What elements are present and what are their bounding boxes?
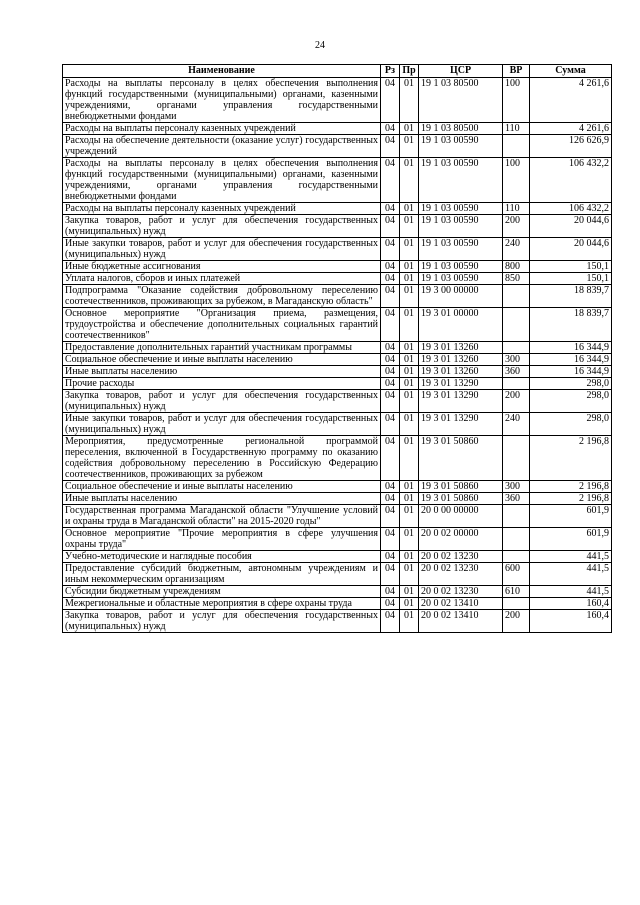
cell-csr: 19 1 03 00590 [419, 158, 503, 203]
cell-csr: 19 3 01 50860 [419, 436, 503, 481]
cell-pr: 01 [400, 493, 419, 505]
cell-vr [503, 528, 530, 551]
cell-vr: 850 [503, 273, 530, 285]
cell-pr: 01 [400, 481, 419, 493]
cell-sum: 16 344,9 [530, 342, 612, 354]
cell-csr: 19 3 01 00000 [419, 308, 503, 342]
cell-vr: 800 [503, 261, 530, 273]
cell-name: Социальное обеспечение и иные выплаты населению [63, 354, 381, 366]
cell-rz: 04 [381, 436, 400, 481]
cell-rz: 04 [381, 598, 400, 610]
cell-name: Расходы на выплаты персоналу в целях обеспечения выполнения функций государственными (муниципальными) органами, казенными учреждениями, органами управления государственными внебюджетными фондами [63, 158, 381, 203]
cell-name: Иные закупки товаров, работ и услуг для обеспечения государственных (муниципальных) нужд [63, 238, 381, 261]
table-row [63, 366, 612, 378]
cell-sum: 16 344,9 [530, 354, 612, 366]
header-csr: ЦСР [419, 65, 503, 78]
cell-csr: 20 0 02 13230 [419, 563, 503, 586]
cell-sum: 601,9 [530, 528, 612, 551]
cell-csr: 20 0 00 00000 [419, 505, 503, 528]
cell-vr [503, 378, 530, 390]
cell-rz: 04 [381, 551, 400, 563]
cell-vr [503, 135, 530, 158]
cell-pr: 01 [400, 78, 419, 123]
table-row [63, 598, 612, 610]
header-name: Наименование [63, 65, 381, 78]
cell-rz: 04 [381, 215, 400, 238]
budget-table [62, 64, 612, 633]
cell-sum: 2 196,8 [530, 436, 612, 481]
table-row [63, 123, 612, 135]
cell-vr [503, 308, 530, 342]
table-row [63, 215, 612, 238]
cell-rz: 04 [381, 135, 400, 158]
cell-vr: 240 [503, 413, 530, 436]
cell-rz: 04 [381, 273, 400, 285]
cell-name: Расходы на выплаты персоналу казенных учреждений [63, 123, 381, 135]
cell-vr: 100 [503, 78, 530, 123]
table-row [63, 551, 612, 563]
cell-name: Предоставление дополнительных гарантий участникам программы [63, 342, 381, 354]
cell-pr: 01 [400, 413, 419, 436]
cell-sum: 160,4 [530, 610, 612, 633]
cell-rz: 04 [381, 308, 400, 342]
cell-pr: 01 [400, 528, 419, 551]
cell-pr: 01 [400, 610, 419, 633]
cell-pr: 01 [400, 354, 419, 366]
cell-rz: 04 [381, 342, 400, 354]
cell-rz: 04 [381, 563, 400, 586]
cell-rz: 04 [381, 285, 400, 308]
cell-sum: 106 432,2 [530, 203, 612, 215]
cell-name: Закупка товаров, работ и услуг для обеспечения государственных (муниципальных) нужд [63, 215, 381, 238]
cell-vr: 300 [503, 481, 530, 493]
cell-vr: 100 [503, 158, 530, 203]
header-vr: ВР [503, 65, 530, 78]
table-row [63, 413, 612, 436]
table-row [63, 158, 612, 203]
table-row [63, 342, 612, 354]
cell-pr: 01 [400, 563, 419, 586]
cell-rz: 04 [381, 610, 400, 633]
table-row [63, 563, 612, 586]
table-body [63, 78, 612, 633]
cell-pr: 01 [400, 586, 419, 598]
cell-pr: 01 [400, 135, 419, 158]
cell-pr: 01 [400, 551, 419, 563]
table-row [63, 203, 612, 215]
cell-sum: 298,0 [530, 378, 612, 390]
cell-csr: 19 1 03 00590 [419, 273, 503, 285]
cell-sum: 2 196,8 [530, 481, 612, 493]
cell-pr: 01 [400, 378, 419, 390]
table-row [63, 378, 612, 390]
cell-rz: 04 [381, 78, 400, 123]
cell-sum: 160,4 [530, 598, 612, 610]
cell-csr: 19 1 03 00590 [419, 135, 503, 158]
cell-rz: 04 [381, 528, 400, 551]
cell-name: Прочие расходы [63, 378, 381, 390]
cell-csr: 19 3 01 13260 [419, 366, 503, 378]
cell-name: Подпрограмма "Оказание содействия добровольному переселению соотечественников, проживающих за рубежом, в Магаданскую область" [63, 285, 381, 308]
cell-sum: 18 839,7 [530, 308, 612, 342]
cell-name: Основное мероприятие "Организация приема, размещения, трудоустройства и обеспечение дополнительных социальных гарантий соотечественников" [63, 308, 381, 342]
cell-sum: 106 432,2 [530, 158, 612, 203]
cell-csr: 19 1 03 00590 [419, 203, 503, 215]
cell-pr: 01 [400, 273, 419, 285]
cell-vr: 240 [503, 238, 530, 261]
cell-rz: 04 [381, 378, 400, 390]
cell-sum: 18 839,7 [530, 285, 612, 308]
cell-rz: 04 [381, 505, 400, 528]
cell-name: Иные выплаты населению [63, 493, 381, 505]
cell-rz: 04 [381, 366, 400, 378]
table-row [63, 354, 612, 366]
cell-pr: 01 [400, 285, 419, 308]
table-row [63, 610, 612, 633]
cell-rz: 04 [381, 493, 400, 505]
cell-sum: 16 344,9 [530, 366, 612, 378]
cell-pr: 01 [400, 158, 419, 203]
cell-sum: 20 044,6 [530, 215, 612, 238]
cell-pr: 01 [400, 308, 419, 342]
cell-rz: 04 [381, 261, 400, 273]
cell-sum: 150,1 [530, 273, 612, 285]
cell-sum: 4 261,6 [530, 78, 612, 123]
table-row [63, 505, 612, 528]
cell-name: Иные закупки товаров, работ и услуг для обеспечения государственных (муниципальных) нужд [63, 413, 381, 436]
cell-name: Субсидии бюджетным учреждениям [63, 586, 381, 598]
cell-name: Расходы на обеспечение деятельности (оказание услуг) государственных учреждений [63, 135, 381, 158]
table-row [63, 390, 612, 413]
cell-pr: 01 [400, 366, 419, 378]
cell-name: Учебно-методические и наглядные пособия [63, 551, 381, 563]
cell-name: Иные выплаты населению [63, 366, 381, 378]
cell-sum: 441,5 [530, 563, 612, 586]
cell-vr [503, 505, 530, 528]
cell-pr: 01 [400, 123, 419, 135]
cell-vr [503, 342, 530, 354]
cell-csr: 19 3 01 13260 [419, 342, 503, 354]
table-header-row [63, 65, 612, 78]
cell-name: Предоставление субсидий бюджетным, автономным учреждениям и иным некоммерческим организациям [63, 563, 381, 586]
table-row [63, 135, 612, 158]
cell-name: Основное мероприятие "Прочие мероприятия в сфере улучшения охраны труда" [63, 528, 381, 551]
cell-rz: 04 [381, 354, 400, 366]
cell-rz: 04 [381, 390, 400, 413]
cell-csr: 19 3 01 50860 [419, 493, 503, 505]
cell-pr: 01 [400, 342, 419, 354]
cell-sum: 126 626,9 [530, 135, 612, 158]
cell-csr: 19 3 00 00000 [419, 285, 503, 308]
cell-vr: 610 [503, 586, 530, 598]
cell-csr: 20 0 02 13230 [419, 586, 503, 598]
cell-name: Расходы на выплаты персоналу в целях обеспечения выполнения функций государственными (муниципальными) органами, казенными учреждениями, органами управления государственными внебюджетными фондами [63, 78, 381, 123]
cell-rz: 04 [381, 586, 400, 598]
cell-vr: 360 [503, 366, 530, 378]
cell-sum: 441,5 [530, 551, 612, 563]
cell-vr: 110 [503, 203, 530, 215]
cell-vr: 110 [503, 123, 530, 135]
header-pr: Пр [400, 65, 419, 78]
cell-vr [503, 285, 530, 308]
table-row [63, 238, 612, 261]
cell-name: Расходы на выплаты персоналу казенных учреждений [63, 203, 381, 215]
cell-csr: 19 1 03 80500 [419, 78, 503, 123]
cell-vr: 200 [503, 610, 530, 633]
cell-pr: 01 [400, 598, 419, 610]
header-sum: Сумма [530, 65, 612, 78]
table-row [63, 481, 612, 493]
cell-sum: 150,1 [530, 261, 612, 273]
cell-rz: 04 [381, 481, 400, 493]
cell-name: Социальное обеспечение и иные выплаты населению [63, 481, 381, 493]
table-row [63, 586, 612, 598]
cell-csr: 19 1 03 00590 [419, 238, 503, 261]
cell-rz: 04 [381, 413, 400, 436]
cell-csr: 19 3 01 50860 [419, 481, 503, 493]
cell-csr: 20 0 02 13410 [419, 610, 503, 633]
cell-name: Мероприятия, предусмотренные региональной программой переселения, включенной в Государственную программу по оказанию содействия добровольному переселению в Российскую Федерацию соотечественников, проживающих за рубежом [63, 436, 381, 481]
cell-vr: 200 [503, 215, 530, 238]
cell-name: Закупка товаров, работ и услуг для обеспечения государственных (муниципальных) нужд [63, 610, 381, 633]
table-row [63, 273, 612, 285]
cell-pr: 01 [400, 436, 419, 481]
cell-csr: 20 0 02 13230 [419, 551, 503, 563]
table-row [63, 436, 612, 481]
cell-name: Закупка товаров, работ и услуг для обеспечения государственных (муниципальных) нужд [63, 390, 381, 413]
cell-sum: 4 261,6 [530, 123, 612, 135]
cell-pr: 01 [400, 215, 419, 238]
cell-rz: 04 [381, 158, 400, 203]
cell-vr: 600 [503, 563, 530, 586]
cell-sum: 298,0 [530, 390, 612, 413]
cell-sum: 20 044,6 [530, 238, 612, 261]
page-number: 24 [315, 40, 325, 51]
cell-sum: 298,0 [530, 413, 612, 436]
cell-vr: 200 [503, 390, 530, 413]
cell-sum: 441,5 [530, 586, 612, 598]
cell-vr [503, 598, 530, 610]
cell-csr: 20 0 02 13410 [419, 598, 503, 610]
cell-vr: 300 [503, 354, 530, 366]
cell-name: Иные бюджетные ассигнования [63, 261, 381, 273]
cell-name: Государственная программа Магаданской области "Улучшение условий и охраны труда в Магаданской области" на 2015-2020 годы" [63, 505, 381, 528]
table-row [63, 261, 612, 273]
cell-csr: 19 3 01 13290 [419, 378, 503, 390]
cell-sum: 2 196,8 [530, 493, 612, 505]
cell-pr: 01 [400, 261, 419, 273]
cell-csr: 19 3 01 13290 [419, 390, 503, 413]
cell-pr: 01 [400, 238, 419, 261]
table-row [63, 528, 612, 551]
cell-csr: 20 0 02 00000 [419, 528, 503, 551]
cell-vr [503, 551, 530, 563]
cell-name: Межрегиональные и областные мероприятия в сфере охраны труда [63, 598, 381, 610]
table-row [63, 78, 612, 123]
cell-sum: 601,9 [530, 505, 612, 528]
cell-vr [503, 436, 530, 481]
cell-rz: 04 [381, 123, 400, 135]
cell-pr: 01 [400, 203, 419, 215]
cell-csr: 19 1 03 80500 [419, 123, 503, 135]
cell-csr: 19 3 01 13290 [419, 413, 503, 436]
header-rz: Рз [381, 65, 400, 78]
cell-rz: 04 [381, 203, 400, 215]
table-row [63, 308, 612, 342]
cell-pr: 01 [400, 390, 419, 413]
cell-pr: 01 [400, 505, 419, 528]
table-row [63, 285, 612, 308]
cell-csr: 19 1 03 00590 [419, 261, 503, 273]
cell-rz: 04 [381, 238, 400, 261]
cell-csr: 19 1 03 00590 [419, 215, 503, 238]
cell-name: Уплата налогов, сборов и иных платежей [63, 273, 381, 285]
cell-csr: 19 3 01 13260 [419, 354, 503, 366]
table-row [63, 493, 612, 505]
cell-vr: 360 [503, 493, 530, 505]
